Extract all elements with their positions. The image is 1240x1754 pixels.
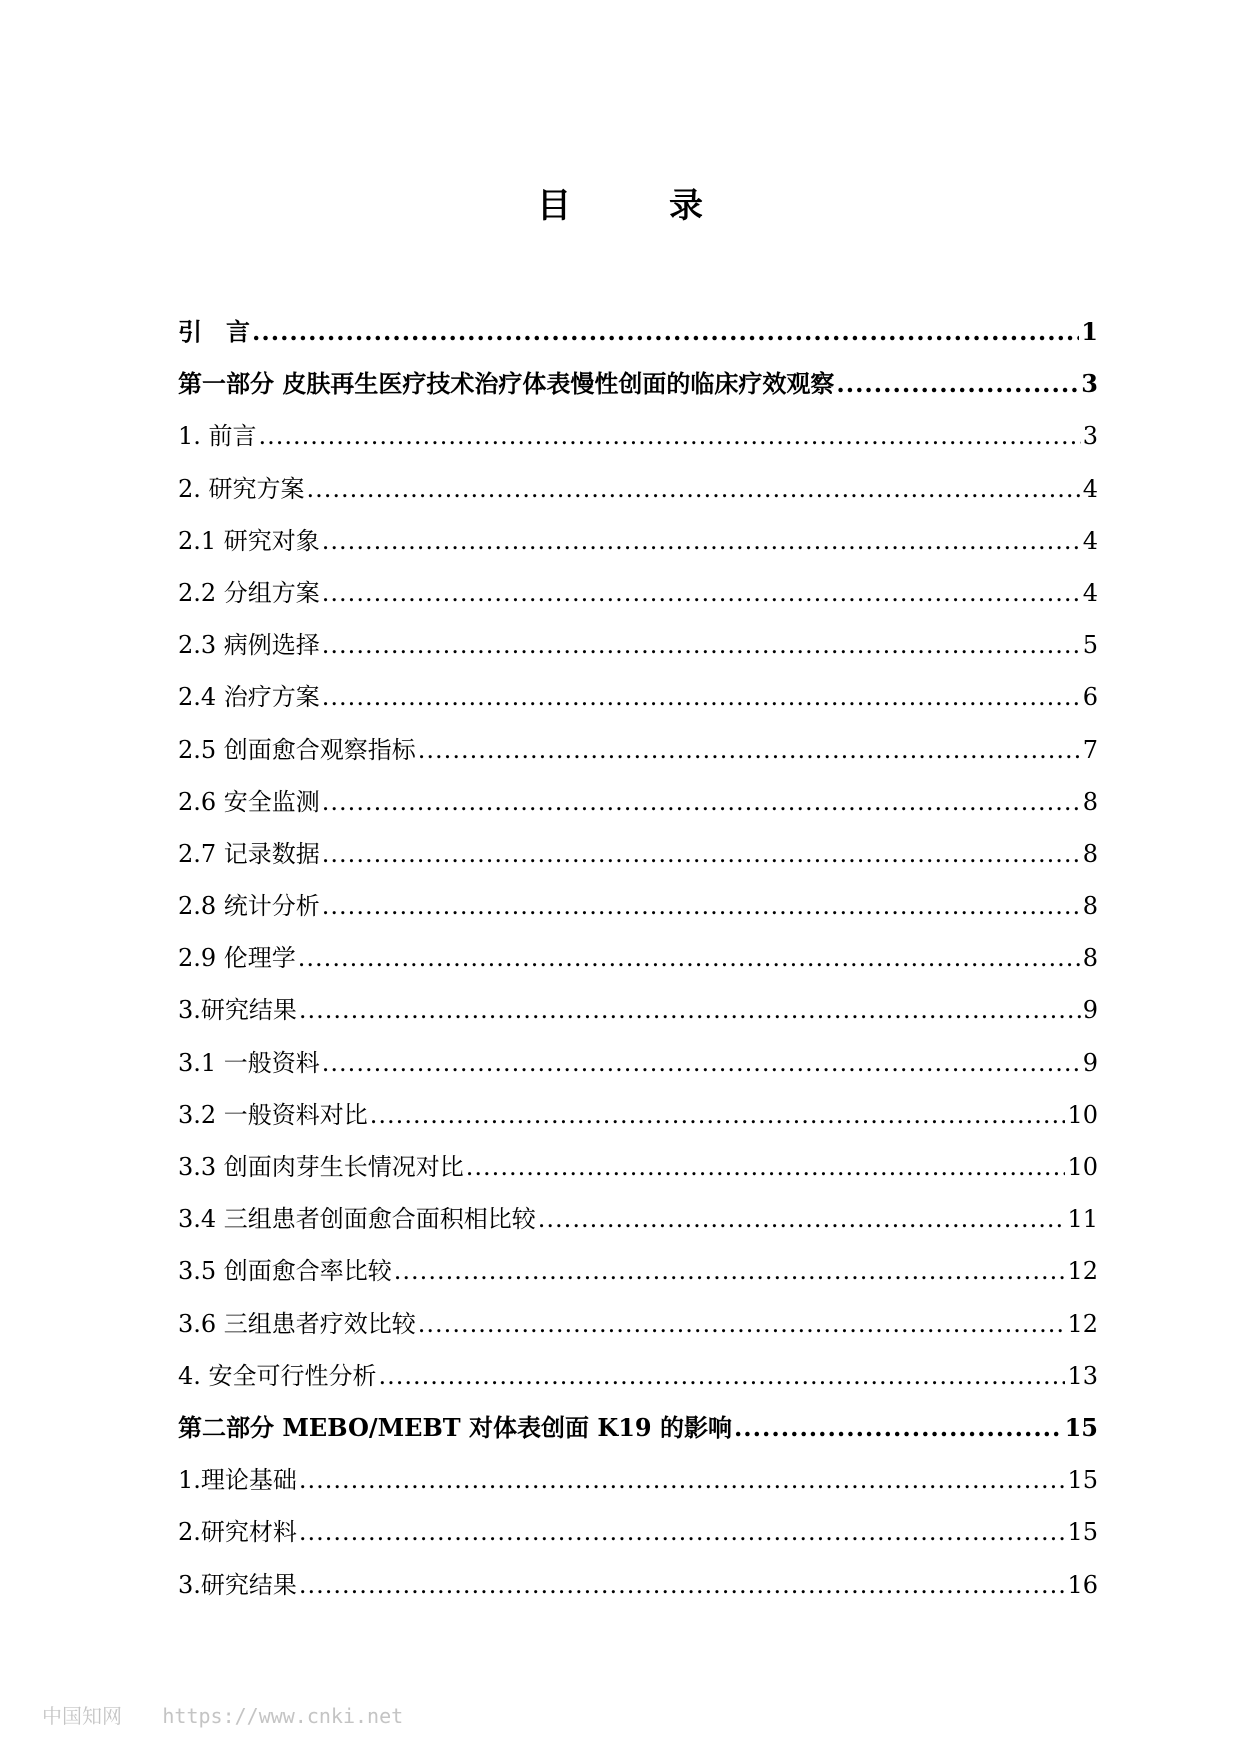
toc-dot-leader (379, 1350, 1066, 1402)
toc-entry-page-number: 3 (1081, 369, 1098, 399)
toc-entry-page-number: 1 (1081, 317, 1098, 346)
toc-dot-leader (322, 515, 1081, 567)
toc-entry-label: 1. 前言 (178, 422, 257, 451)
toc-entry[interactable] (178, 1454, 1098, 1506)
toc-entry[interactable] (178, 984, 1098, 1036)
toc-entry[interactable] (178, 671, 1098, 723)
toc-entry-label: 2.9 伦理学 (178, 944, 296, 973)
toc-entry-page-number: 4 (1082, 526, 1098, 555)
toc-dot-leader (299, 984, 1081, 1036)
toc-entry-page-number: 16 (1067, 1570, 1098, 1599)
toc-dot-leader (299, 1559, 1066, 1611)
toc-dot-leader (299, 1454, 1066, 1506)
toc-entry-page-number: 4 (1082, 578, 1098, 607)
toc-entry-label: 第二部分 MEBO/MEBT 对体表创面 K19 的影响 (178, 1412, 732, 1442)
toc-dot-leader (298, 932, 1081, 984)
toc-entry[interactable] (178, 1089, 1098, 1141)
toc-entry[interactable] (178, 306, 1098, 358)
toc-entry[interactable] (178, 410, 1098, 462)
toc-entry[interactable] (178, 828, 1098, 880)
toc-dot-leader (418, 1298, 1066, 1350)
toc-entry-label: 2. 研究方案 (178, 474, 305, 503)
toc-entry-label: 2.5 创面愈合观察指标 (178, 735, 416, 764)
toc-dot-leader (734, 1402, 1063, 1454)
toc-dot-leader (322, 567, 1081, 619)
toc-dot-leader (322, 619, 1081, 671)
toc-entry-label: 2.1 研究对象 (178, 526, 320, 555)
toc-entry-page-number: 8 (1082, 892, 1098, 921)
toc-entry-page-number: 4 (1082, 474, 1098, 503)
toc-entry-page-number: 12 (1067, 1257, 1098, 1286)
toc-entry-label: 2.3 病例选择 (178, 631, 320, 660)
toc-entry-page-number: 12 (1067, 1309, 1098, 1338)
toc-entry[interactable] (178, 1141, 1098, 1193)
toc-entry[interactable] (178, 776, 1098, 828)
toc-dot-leader (538, 1193, 1066, 1245)
toc-entry-page-number: 5 (1082, 631, 1098, 660)
toc-entry[interactable] (178, 515, 1098, 567)
toc-entry[interactable] (178, 932, 1098, 984)
toc-entry[interactable] (178, 567, 1098, 619)
toc-entry[interactable] (178, 1298, 1098, 1350)
toc-dot-leader (394, 1245, 1066, 1297)
toc-entry[interactable] (178, 1193, 1098, 1245)
toc-entry-label: 3.5 创面愈合率比较 (178, 1257, 392, 1286)
toc-entry[interactable] (178, 358, 1098, 410)
page-title: 目 录 (537, 186, 735, 226)
toc-dot-leader (370, 1089, 1066, 1141)
toc-entry-label: 3.3 创面肉芽生长情况对比 (178, 1153, 464, 1181)
toc-dot-leader (836, 358, 1079, 410)
toc-entry-label: 2.4 治疗方案 (178, 683, 320, 712)
toc-entry-page-number: 15 (1067, 1518, 1098, 1547)
toc-dot-leader (307, 463, 1081, 515)
toc-dot-leader (322, 880, 1081, 932)
toc-entry-label: 3.研究结果 (178, 1570, 297, 1599)
toc-entry-label: 3.研究结果 (178, 996, 297, 1025)
toc-entry-page-number: 8 (1082, 787, 1098, 816)
watermark-url: https://www.cnki.net (162, 1704, 404, 1728)
toc-entry-label: 3.2 一般资料对比 (178, 1100, 368, 1129)
toc-entry[interactable] (178, 619, 1098, 671)
toc-entry[interactable] (178, 1350, 1098, 1402)
toc-entry-page-number: 8 (1082, 839, 1098, 868)
toc-dot-leader (252, 306, 1079, 358)
toc-dot-leader (466, 1141, 1066, 1193)
watermark-site-name: 中国知网 (42, 1704, 122, 1728)
toc-entry-label: 3.6 三组患者疗效比较 (178, 1309, 416, 1338)
toc-entry-page-number: 15 (1067, 1466, 1098, 1495)
toc-entry-label: 3.1 一般资料 (178, 1048, 320, 1077)
toc-entry-page-number: 13 (1067, 1361, 1098, 1390)
toc-entry-page-number: 8 (1082, 944, 1098, 973)
toc-entry-label: 2.7 记录数据 (178, 839, 320, 868)
toc-entry[interactable] (178, 880, 1098, 932)
toc-dot-leader (322, 828, 1081, 880)
toc-dot-leader (418, 724, 1081, 776)
toc-entry-label: 第一部分 皮肤再生医疗技术治疗体表慢性创面的临床疗效观察 (178, 369, 835, 399)
toc-entry-page-number: 3 (1082, 422, 1098, 451)
toc-entry[interactable] (178, 724, 1098, 776)
toc-entry-page-number: 7 (1082, 735, 1098, 764)
toc-entry-label: 2.8 统计分析 (178, 892, 320, 921)
toc-entry-page-number: 9 (1082, 1048, 1098, 1077)
toc-entry-label: 2.2 分组方案 (178, 578, 320, 607)
toc-dot-leader (322, 671, 1081, 723)
toc-entry[interactable] (178, 1506, 1098, 1558)
toc-entry-label: 2.6 安全监测 (178, 787, 320, 816)
toc-dot-leader (259, 410, 1081, 462)
toc-entry[interactable] (178, 1559, 1098, 1611)
toc-entry-page-number: 6 (1082, 683, 1098, 712)
toc-entry[interactable] (178, 1245, 1098, 1297)
toc-entry-page-number: 11 (1067, 1205, 1098, 1234)
toc-entry-page-number: 9 (1082, 996, 1098, 1025)
toc-entry-label: 2.研究材料 (178, 1518, 297, 1547)
cnki-watermark (42, 1700, 403, 1729)
toc-entry[interactable] (178, 1037, 1098, 1089)
toc-entry-page-number: 10 (1067, 1153, 1098, 1181)
table-of-contents (178, 306, 1098, 1611)
toc-entry-page-number: 10 (1067, 1100, 1098, 1129)
toc-entry-label: 引 言 (178, 317, 250, 346)
toc-entry-label: 1.理论基础 (178, 1466, 297, 1495)
toc-entry-label: 3.4 三组患者创面愈合面积相比较 (178, 1205, 536, 1234)
toc-dot-leader (322, 1037, 1081, 1089)
toc-entry-label: 4. 安全可行性分析 (178, 1361, 377, 1390)
toc-entry[interactable] (178, 463, 1098, 515)
toc-dot-leader (322, 776, 1081, 828)
toc-entry[interactable] (178, 1402, 1098, 1454)
toc-dot-leader (299, 1506, 1066, 1558)
toc-entry-page-number: 15 (1064, 1412, 1098, 1442)
